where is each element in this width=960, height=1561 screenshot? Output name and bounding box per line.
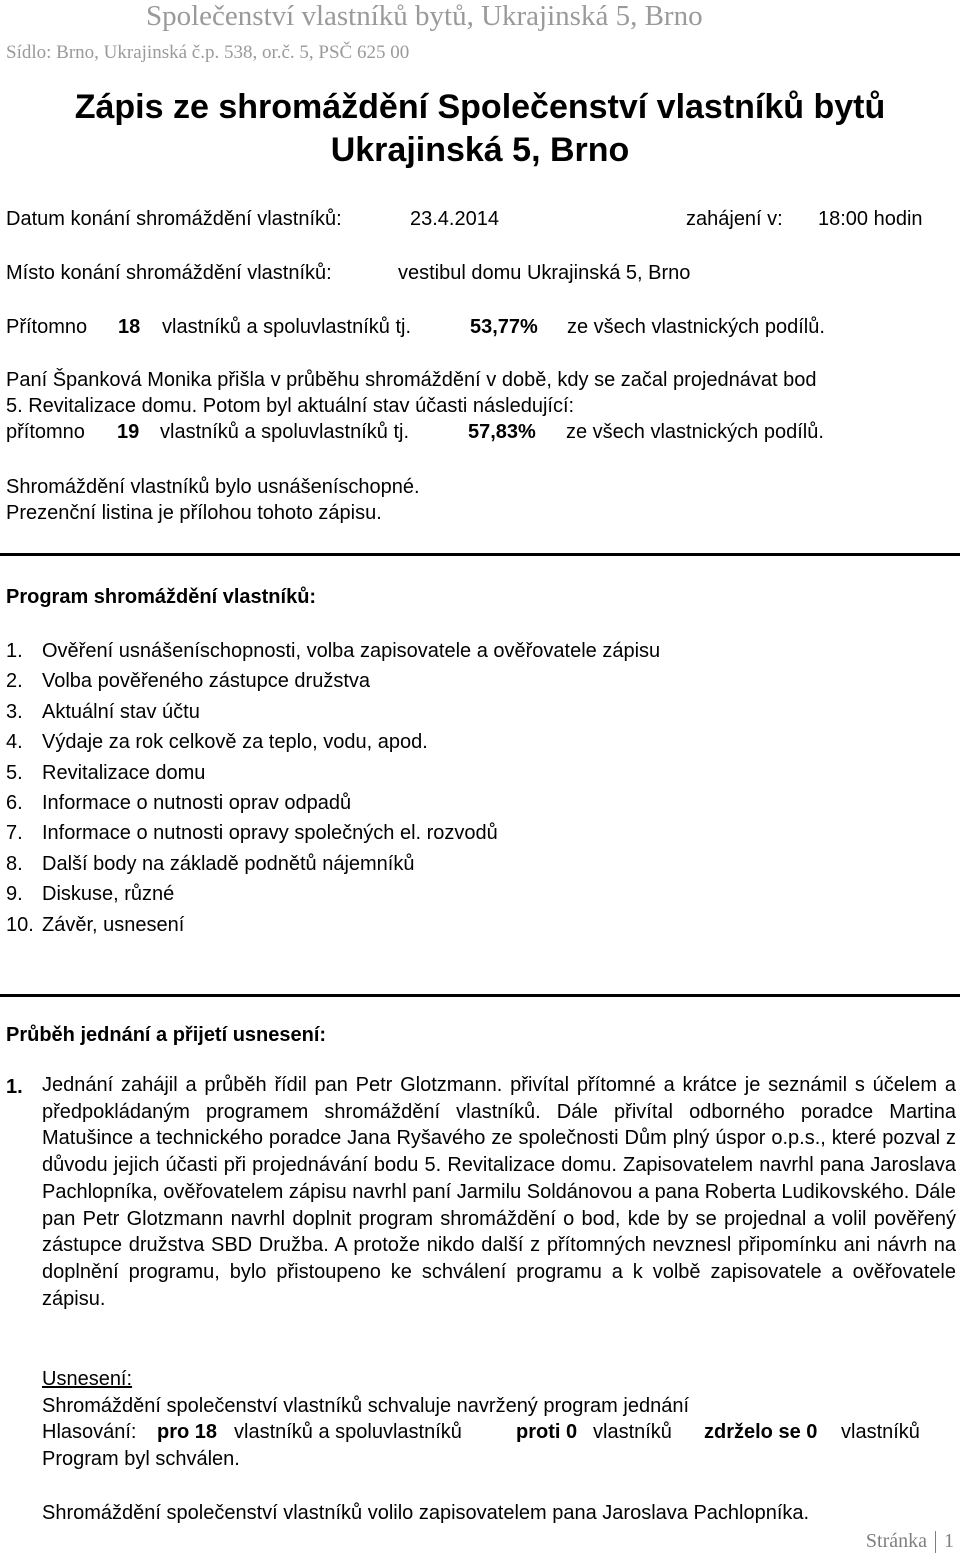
program-item: 2. Volba pověřeného zástupce družstva bbox=[6, 670, 370, 692]
section-divider bbox=[0, 553, 960, 556]
section-divider bbox=[0, 994, 960, 997]
document-title bbox=[0, 86, 960, 172]
proceedings-item-number: 1. bbox=[6, 1076, 23, 1098]
program-item: 5. Revitalizace domu bbox=[6, 762, 206, 784]
vote-abstain: zdrželo se 0 bbox=[704, 1421, 818, 1443]
program-item: 8. Další body na základě podnětů nájemníků bbox=[6, 853, 415, 875]
meeting-start-label: zahájení v: bbox=[686, 208, 783, 230]
late-arrival-line-2: 5. Revitalizace domu. Potom byl aktuální stav účasti následující: bbox=[6, 395, 575, 417]
attendance2-mid: vlastníků a spoluvlastníků tj. bbox=[160, 421, 410, 443]
vote-abstain-tail: vlastníků bbox=[841, 1421, 920, 1443]
page-label: Stránka bbox=[865, 1530, 927, 1552]
meeting-start: 18:00 hodin bbox=[818, 208, 923, 230]
meeting-date: 23.4.2014 bbox=[410, 208, 499, 230]
late-arrival-line-1: Paní Španková Monika přišla v průběhu shromáždění v době, kdy se začal projednávat bod bbox=[6, 369, 817, 391]
page-footer bbox=[866, 1530, 954, 1553]
program-item: 7. Informace o nutnosti opravy společných el. rozvodů bbox=[6, 822, 498, 844]
attendance-mid: vlastníků a spoluvlastníků tj. bbox=[162, 316, 412, 338]
program-item: 3. Aktuální stav účtu bbox=[6, 701, 200, 723]
meeting-date-label: Datum konání shromáždění vlastníků: bbox=[6, 208, 342, 230]
quorum-statement: Shromáždění vlastníků bylo usnášeníschopné. bbox=[6, 476, 420, 498]
program-heading: Program shromáždění vlastníků: bbox=[6, 586, 317, 608]
attendance2-percent: 57,83% bbox=[468, 421, 536, 443]
vote-for-tail: vlastníků a spoluvlastníků bbox=[234, 1421, 462, 1443]
program-item: 4. Výdaje za rok celkově za teplo, vodu, apod. bbox=[6, 731, 428, 753]
vote-against-tail: vlastníků bbox=[593, 1421, 672, 1443]
program-item: 9. Diskuse, různé bbox=[6, 883, 175, 905]
attendance-percent: 53,77% bbox=[470, 316, 538, 338]
attendance-count: 18 bbox=[118, 316, 141, 338]
attendance2-tail: ze všech vlastnických podílů. bbox=[566, 421, 824, 443]
title-line-2: Ukrajinská 5, Brno bbox=[330, 131, 630, 169]
meeting-place-label: Místo konání shromáždění vlastníků: bbox=[6, 262, 332, 284]
page-number: 1 bbox=[944, 1530, 954, 1552]
resolution-text: Shromáždění společenství vlastníků schvaluje navržený program jednání bbox=[42, 1395, 690, 1417]
proceedings-heading: Průběh jednání a přijetí usnesení: bbox=[6, 1024, 327, 1046]
attendance-label: Přítomno bbox=[6, 316, 88, 338]
title-line-1: Zápis ze shromáždění Společenství vlastníků bytů bbox=[74, 88, 886, 126]
attendance2-label: přítomno bbox=[6, 421, 85, 443]
attendance2-count: 19 bbox=[117, 421, 140, 443]
resolution-label: Usnesení: bbox=[42, 1368, 133, 1390]
footer-separator bbox=[935, 1531, 936, 1553]
program-item: 10. Závěr, usnesení bbox=[6, 914, 185, 936]
attendance-sheet-note: Prezenční listina je přílohou tohoto zápisu. bbox=[6, 502, 382, 524]
header-seat: Sídlo: Brno, Ukrajinská č.p. 538, or.č. 5, PSČ 625 00 bbox=[6, 42, 410, 63]
approval-statement: Program byl schválen. bbox=[42, 1448, 240, 1470]
vote-against: proti 0 bbox=[516, 1421, 578, 1443]
program-item: 1. Ověření usnášeníschopnosti, volba zapisovatele a ověřovatele zápisu bbox=[6, 640, 661, 662]
header-organization: Společenství vlastníků bytů, Ukrajinská 5, Brno bbox=[146, 0, 703, 32]
vote-label: Hlasování: bbox=[42, 1421, 137, 1443]
vote-for: pro 18 bbox=[157, 1421, 218, 1443]
program-item: 6. Informace o nutnosti oprav odpadů bbox=[6, 792, 352, 814]
recorder-election: Shromáždění společenství vlastníků volilo zapisovatelem pana Jaroslava Pachlopníka. bbox=[42, 1502, 810, 1524]
attendance-tail: ze všech vlastnických podílů. bbox=[567, 316, 825, 338]
meeting-place: vestibul domu Ukrajinská 5, Brno bbox=[398, 262, 691, 284]
proceedings-item-text: Jednání zahájil a průběh řídil pan Petr Glotzmann. přivítal přítomné a krátce je seznámil s účelem a předpokládaným programem shromáždění vlastníků. Dále přivítal odborného poradce Martina Matušince a technického poradce Jana Ryšavého ze společnosti Dům plný úspor o.p.s., které pozval z důvodu jejich účasti při projednávání bodu 5. Revitalizace domu. Zapisovatelem navrhl pana Jaroslava Pachlopníka, ověřovatelem zápisu navrhl paní Jarmilu Soldánovou a pana Roberta Ludikovského. Dále pan Petr Glotzmann navrhl doplnit program shromáždění o bod, kde by se projednal a volil pověřený zástupce družstva SBD Družba. A protože nikdo další z přítomných nevznesl připomínku ani návrh na doplnění programu, bylo přistoupeno ke schválení programu a k volbě zapisovatele a ověřovatele zápisu. bbox=[42, 1074, 956, 1310]
